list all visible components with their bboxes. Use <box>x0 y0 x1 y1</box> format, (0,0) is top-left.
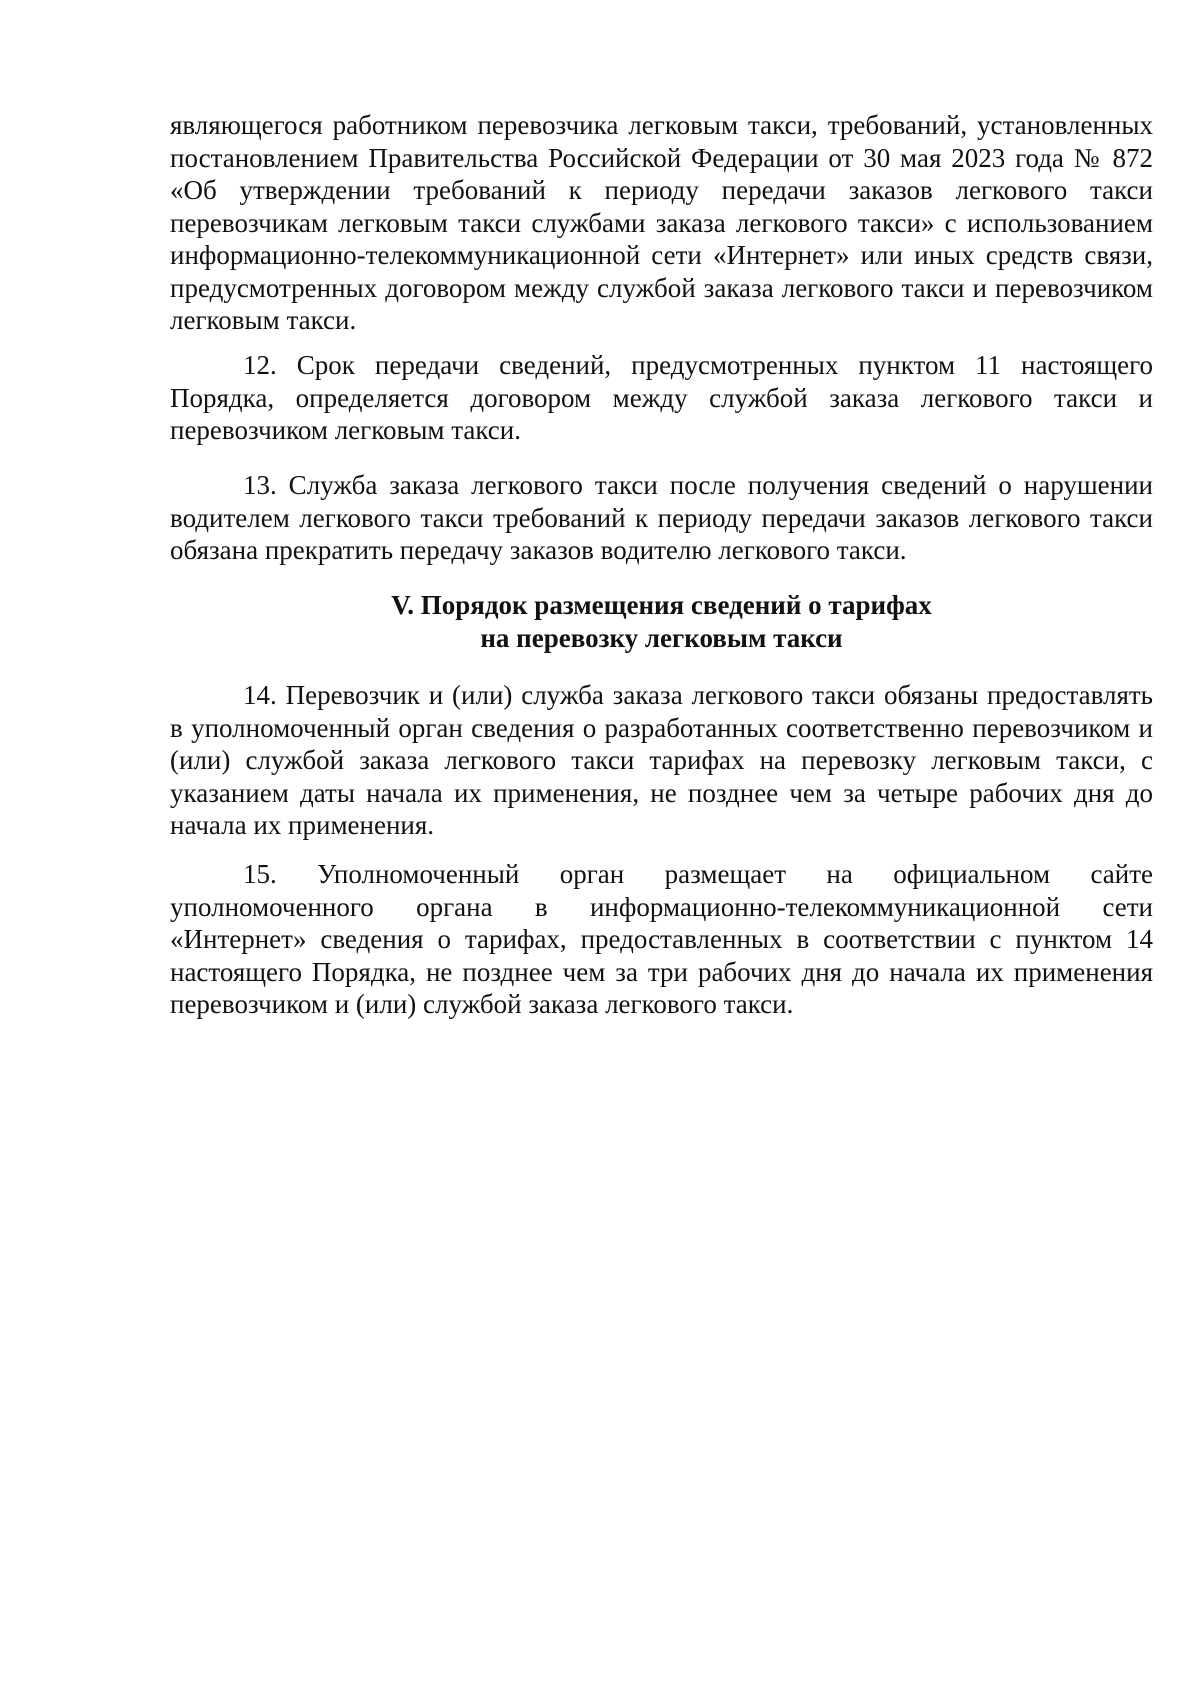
paragraph-12 <box>170 349 1153 447</box>
paragraph-13 <box>170 469 1153 567</box>
paragraph-text: являющегося работником перевозчика легковым такси, требований, установленных постановлением Правительства Российской Федерации от 30 мая 2023 года № 872 «Об утверждении требований к периоду передачи заказов легкового такси перевозчикам легковым такси службами заказа легкового такси» с использованием информационно-телекоммуникационной сети «Интернет» или иных средств связи, предусмотренных договором между службой заказа легкового такси и перевозчиком легковым такси. <box>170 110 1153 335</box>
section-heading-line-2: на перевозку легковым такси <box>480 622 843 653</box>
paragraph-text: 15. Уполномоченный орган размещает на официальном сайте уполномоченного органа в информационно-телекоммуникационной сети «Интернет» сведения о тарифах, предоставленных в соответствии с пунктом 14 настоящего Порядка, не позднее чем за три рабочих дня до начала их применения перевозчиком и (или) службой заказа легкового такси. <box>170 859 1153 1019</box>
section-heading-line-1: V. Порядок размещения сведений о тарифах <box>391 590 932 620</box>
paragraph-15 <box>170 858 1153 1021</box>
paragraph-14 <box>170 679 1153 842</box>
paragraph-text: 13. Служба заказа легкового такси после получения сведений о нарушении водителем легкового такси требований к периоду передачи заказов легкового такси обязана прекратить передачу заказов водителю легкового такси. <box>170 470 1153 565</box>
section-heading <box>170 589 1153 654</box>
paragraph-continuation <box>170 109 1153 337</box>
paragraph-text: 14. Перевозчик и (или) служба заказа легкового такси обязаны предоставлять в уполномоченный орган сведения о разработанных соответственно перевозчиком и (или) службой заказа легкового такси тарифах на перевозку легковым такси, с указанием даты начала их применения, не позднее чем за четыре рабочих дня до начала их применения. <box>170 680 1153 840</box>
paragraph-text: 12. Срок передачи сведений, предусмотренных пунктом 11 настоящего Порядка, определяется договором между службой заказа легкового такси и перевозчиком легковым такси. <box>170 350 1153 445</box>
